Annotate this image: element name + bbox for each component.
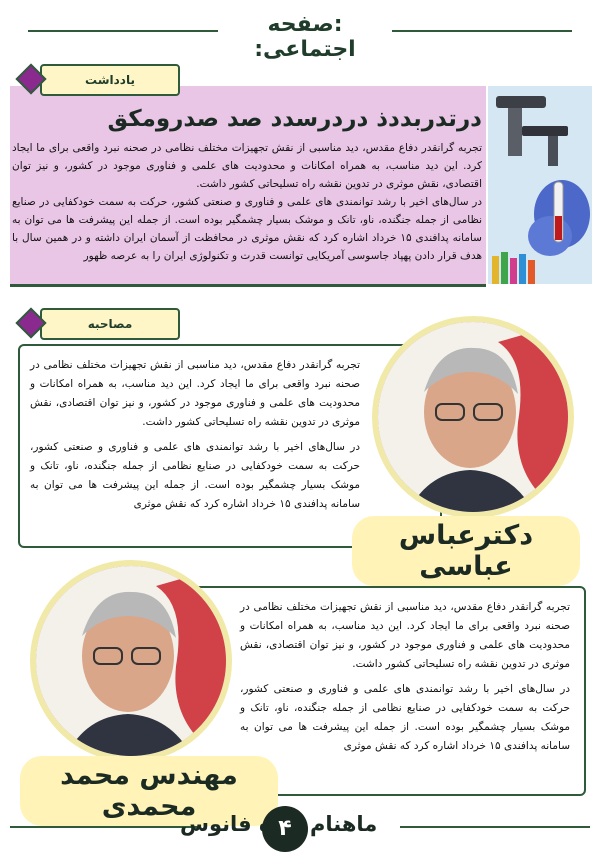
note-paragraph-2: در سال‌های اخیر با رشد توانمندی های علمی و فناوری و صنعتی کشور، حرکت به سمت خودکفایی در صنایع نظامی از جمله جنگنده، ناو، تانک و موشک بسیار چشمگیر بوده است. از جمله این پیشرفت ها می توان به سامانه پدافندی ۱۵ خرداد اشاره کرد که نقش موثری در محافظت از آسمان ایران داشته و در همین سال با هدف قرار دادن پهپاد جاسوسی آمریکایی توانست قدرت و تکنولوژی ایران را به عرصه ظهور bbox=[12, 196, 482, 262]
man-portrait-icon bbox=[378, 322, 568, 512]
issue-number-badge: ۴ bbox=[262, 806, 308, 852]
interview-2-paragraph-2: در سال‌های اخیر با رشد توانمندی های علمی و فناوری و صنعتی کشور، حرکت به سمت خودکفایی در صنایع نظامی از جمله جنگنده، ناو، تانک و موشک بسیار چشمگیر بوده است. از جمله این پیشرفت ها می توان به سامانه پدافندی ۱۵ خرداد اشاره کرد که نقش موثری bbox=[240, 683, 570, 752]
interview-2-paragraph-1: تجربه گرانقدر دفاع مقدس، دید مناسبی از نقش تجهیزات مختلف نظامی در صحنه نبرد واقعی برای ما ایجاد کرد. این دید مناسب، به همراه امکانات و محدودیت های علمی و فناوری موجود در کشور، و نیز توان اقتصادی، نقش موثری در تدوین نقشه راه تسلیحاتی کشور داشت. bbox=[240, 601, 570, 670]
note-tag: یادداشت bbox=[40, 64, 180, 96]
page-title: :صفحه اجتماعی: bbox=[254, 12, 356, 62]
header-rule-left bbox=[28, 30, 218, 32]
portrait-abbasi bbox=[372, 316, 574, 518]
footer-magazine-left: ماهنام bbox=[310, 812, 378, 836]
note-paragraph-1: تجربه گرانقدر دفاع مقدس، دید مناسبی از نقش تجهیزات مختلف نظامی در صحنه نبرد واقعی برای ما ایجاد کرد. این دید مناسب، به همراه امکانات و محدودیت های علمی و فناوری موجود در کشور، و نیز توان اقتصادی، نقش موثری در تدوین نقشه راه تسلیحاتی کشور داشت. bbox=[12, 142, 482, 190]
footer-rule-left bbox=[10, 826, 200, 828]
interview-tag: مصاحبه bbox=[40, 308, 180, 340]
note-title: درتدربددذ دردرسدد صد صدرومکق bbox=[107, 106, 482, 132]
header-rule-right bbox=[392, 30, 572, 32]
note-body bbox=[12, 139, 482, 265]
footer-magazine-right: ه فانوس bbox=[180, 812, 272, 836]
interview-1-text bbox=[30, 356, 360, 520]
name-mohammadi: مهندس محمد محمدی bbox=[20, 756, 278, 826]
name-abbasi: دکترعباس عباسی bbox=[352, 516, 580, 586]
lab-illustration-icon bbox=[488, 86, 592, 284]
lab-photo bbox=[488, 86, 592, 284]
interview-1-paragraph-1: تجربه گرانقدر دفاع مقدس، دید مناسبی از نقش تجهیزات مختلف نظامی در صحنه نبرد واقعی برای ما ایجاد کرد. این دید مناسب، به همراه امکانات و محدودیت های علمی و فناوری موجود در کشور، و نیز توان اقتصادی، نقش موثری در تدوین نقشه راه تسلیحاتی کشور داشت. bbox=[30, 359, 360, 428]
interview-2-text bbox=[240, 598, 570, 762]
interview-1-paragraph-2: در سال‌های اخیر با رشد توانمندی های علمی و فناوری و صنعتی کشور، حرکت به سمت خودکفایی در صنایع نظامی از جمله جنگنده، ناو، تانک و موشک بسیار چشمگیر بوده است. از جمله این پیشرفت ها می توان به سامانه پدافندی ۱۵ خرداد اشاره کرد که نقش موثری bbox=[30, 441, 360, 510]
man-portrait-icon-2 bbox=[36, 566, 226, 756]
portrait-mohammadi bbox=[30, 560, 232, 762]
footer-rule-right bbox=[400, 826, 590, 828]
